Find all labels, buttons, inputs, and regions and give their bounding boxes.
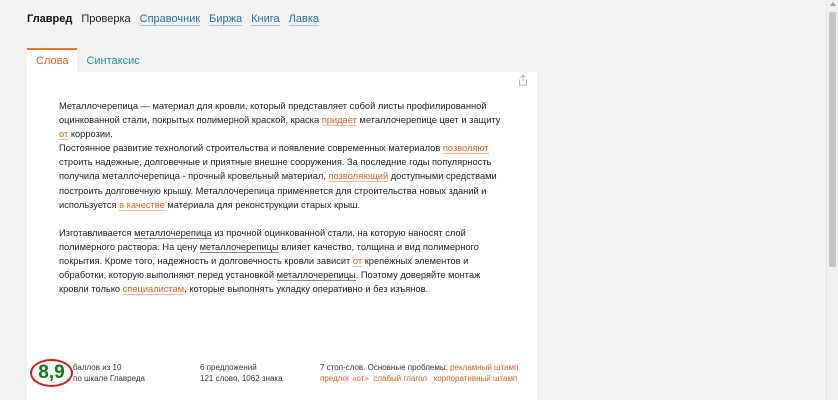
- words-count: 121 слово, 1062 знака: [200, 373, 283, 383]
- tab-bar: [27, 48, 149, 72]
- editor-card: [27, 48, 537, 400]
- top-nav: [27, 13, 328, 26]
- text-paragraph-3: [59, 226, 509, 296]
- problem-weak-verb[interactable]: слабый глагол: [373, 373, 428, 383]
- text-paragraph-1: [59, 99, 509, 141]
- nav-proverka[interactable]: Проверка: [81, 13, 131, 25]
- flagged-word[interactable]: в качестве: [119, 199, 165, 210]
- flagged-word[interactable]: специалистам: [122, 284, 185, 295]
- edited-text[interactable]: [59, 99, 509, 296]
- score-value: 8,9: [38, 362, 65, 383]
- scrollbar-thumb[interactable]: [829, 12, 836, 267]
- score-caption: [73, 363, 145, 384]
- repeated-word[interactable]: металлочерепицы: [199, 241, 279, 252]
- flagged-word[interactable]: придает: [321, 115, 357, 126]
- repeated-word[interactable]: металлочерепицы: [276, 270, 356, 281]
- nav-birzha[interactable]: Биржа: [209, 13, 243, 25]
- flagged-word[interactable]: от: [352, 255, 363, 266]
- tab-words[interactable]: Слова: [27, 48, 77, 72]
- nav-lavka[interactable]: Лавка: [288, 13, 319, 25]
- text-segment: , которые выполнять укладку оперативно и без изъянов.: [184, 284, 429, 295]
- problems-summary: [320, 363, 535, 384]
- stopwords-count: 7 стоп-слов. Основные проблемы:: [320, 363, 448, 372]
- nav-glavred[interactable]: Главред: [27, 13, 73, 25]
- flagged-word[interactable]: позволяют: [442, 143, 489, 154]
- scroll-up-arrow-icon[interactable]: [830, 2, 836, 6]
- share-icon[interactable]: [518, 74, 528, 86]
- page-scrollbar[interactable]: [826, 0, 838, 400]
- text-segment: доступными средствами построить долговечную крышу. Металлочерепица применяется для строительства новых зданий и используется: [59, 171, 497, 210]
- problem-corporate-stamp[interactable]: корпоративный штамп: [433, 373, 518, 383]
- text-segment: Металлочерепица — материал для кровли, который представляет собой листы профилированной оцинкованной стали, покрытых полимерной краской, краска: [59, 101, 487, 126]
- text-segment: Изготавливается: [59, 227, 135, 238]
- paragraph-gap: [59, 212, 509, 226]
- nav-kniga[interactable]: Книга: [251, 13, 280, 25]
- text-segment: влияет качество, толщина и вид полимерного покрытия. Кроме того, надежность и долговечность кровли зависит: [59, 241, 479, 266]
- problem-preposition-ot[interactable]: предлог «от»: [320, 373, 369, 383]
- tab-syntax[interactable]: Синтаксис: [77, 48, 148, 72]
- text-segment: металлочерепице цвет и защиту: [356, 115, 501, 126]
- score-line-1: баллов из 10: [73, 363, 122, 372]
- text-segment: крепежных элементов и обработки, которую выполняют перед установкой: [59, 255, 469, 281]
- nav-spravochnik[interactable]: Справочник: [139, 13, 201, 25]
- text-segment: из прочной оцинкованной стали, на которую наносят слой полимерного раствора. На цену: [59, 227, 466, 252]
- score-highlight-oval: [30, 359, 73, 387]
- flagged-word[interactable]: от: [59, 129, 69, 140]
- text-segment: Постоянное развитие технологий строительства и появление современных материалов: [59, 143, 443, 154]
- flagged-word[interactable]: позволяющий: [328, 171, 389, 182]
- text-counts: [200, 363, 283, 384]
- text-segment: строить надежные, долговечные и приятные внешне сооружения. За последние годы популярность получила металлочерепица - прочный кровельный материал,: [59, 157, 492, 182]
- sentences-count: 6 предложений: [200, 363, 257, 372]
- text-paragraph-2: [59, 141, 509, 211]
- repeated-word[interactable]: металлочерепица: [134, 227, 212, 238]
- text-segment: материала для реконструкции старых крыш.: [164, 199, 361, 210]
- problem-advertising-stamp[interactable]: рекламный штамп: [450, 363, 519, 372]
- score-line-2: по шкале Главреда: [73, 373, 145, 383]
- text-segment: коррозии.: [68, 129, 113, 140]
- text-segment: . Поэтому доверяйте монтаж кровли только: [59, 270, 481, 295]
